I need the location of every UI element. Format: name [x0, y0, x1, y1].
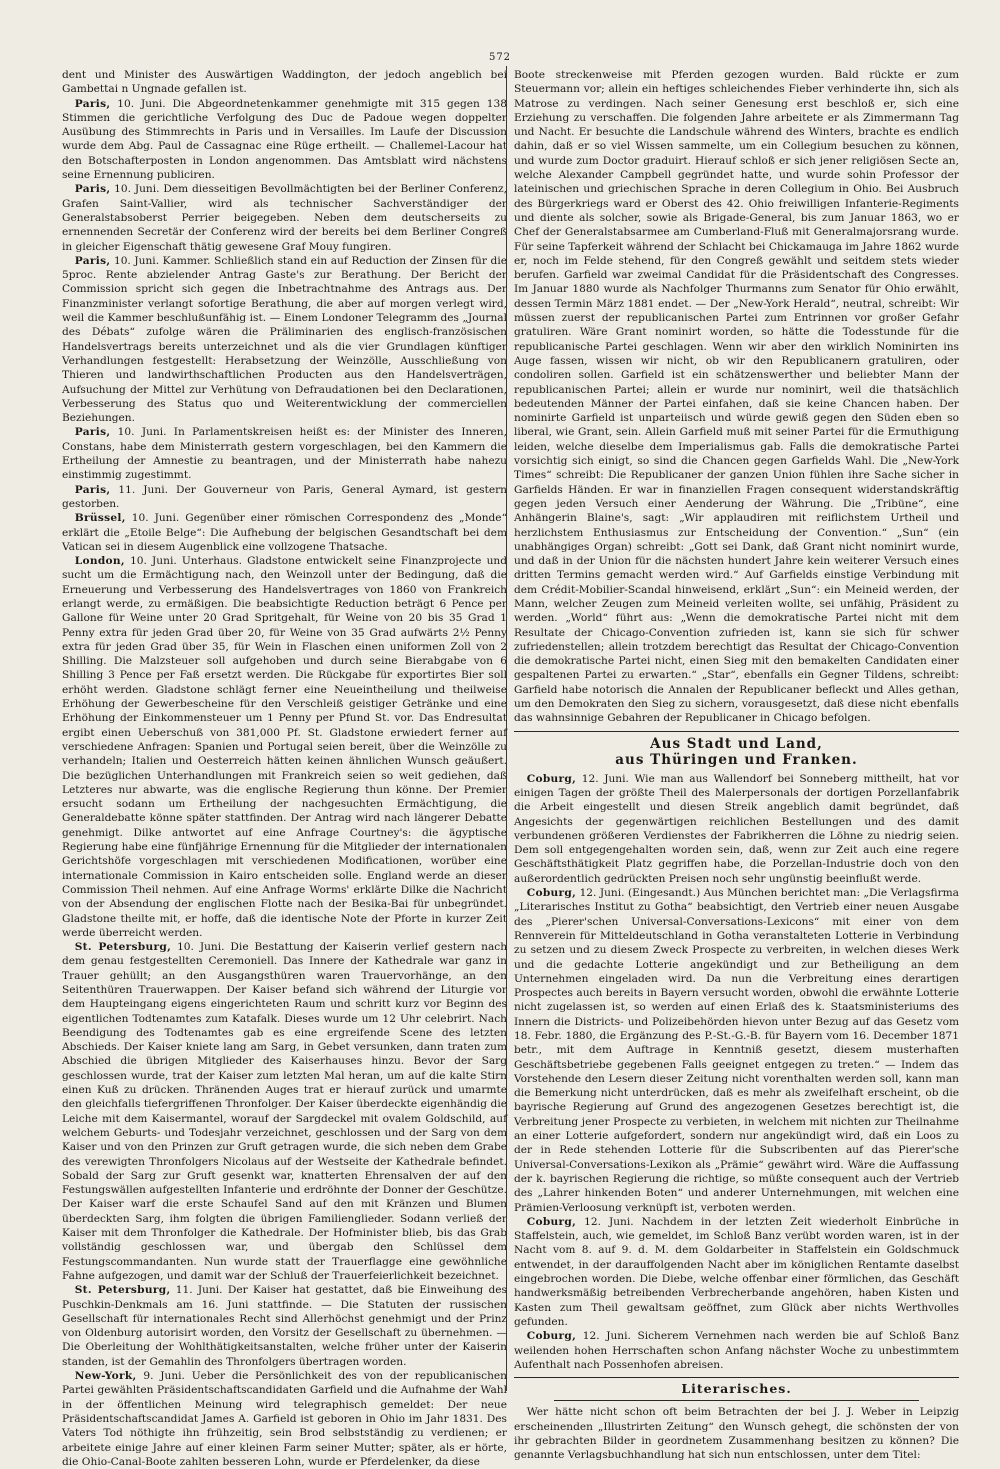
literary-text: Wer hätte nicht schon oft beim Betrachten der bei J. J. Weber in Leipzig erscheinenden „Illustrirten Zeitung“ den Wunsch gehegt, die schönsten der von ihr gebrachten Bilder in geordnetem Zusammenhang besitzen zu können? Die genannte Verlagsbuchhandlung hat sich nun entschlossen, unter dem Titel:: [514, 1406, 959, 1462]
right-column: [514, 68, 959, 1462]
article-dateline: St. Petersburg,: [74, 1284, 171, 1297]
literary-divider: [514, 1377, 959, 1378]
left-column: [62, 68, 508, 1468]
article-text: 10. Juni. Kammer. Schließlich stand ein auf Reduction der Zinsen für die 5proc. Rente abzielender Antrag Gaste's zur Berathung. Der Bericht der Commission spricht sich gegen die Inbetrachtnahme des Antrags aus. Der Finanzminister verlangt sofortige Berathung, die aber auf morgen verlegt wird, weil die Kammer beschlußunfähig ist. — Einem Londoner Telegramm des „Journal des Débats“ zufolge wären die Präliminarien des englisch-französischen Handelsvertrags bereits unterzeichnet und als die vier Grundlagen künftiger Verhandlungen festgestellt: Herabsetzung der Weinzölle, Ausschließung von Thieren und landwirthschaftlichen Producten aus den Handelsverträgen, Aufsuchung der Mittel zur Verhütung von Defraudationen bei den Declarationen, Verbesserung des Status quo und Weiterentwicklung der commerciellen Beziehungen.: [62, 254, 507, 425]
article-dateline: Brüssel,: [74, 512, 126, 525]
article-text: 10. Juni. Dem diesseitigen Bevollmächtigten bei der Berliner Conferenz, Grafen Saint-Vallier, wird als technischer Sachverständiger der Generalstabsoberst Perrier beigegeben. Neben dem deutscherseits zu ernennenden Secretär der Conferenz wird der bereits bei dem Berliner Congreß in gleicher Eigenschaft thätig gewesene Graf Mouy fungiren.: [62, 183, 507, 253]
article: [514, 1215, 959, 1329]
article: [514, 68, 959, 726]
article: [62, 182, 507, 253]
article: [62, 97, 507, 183]
article: [62, 425, 507, 482]
article-text: 9. Juni. Ueber die Persönlichkeit des von der republicanischen Partei gewählten Präsidentschaftscandidaten Garfield und die Aufnahme der Wahl in der öffentlichen Meinung wird telegraphisch gemeldet: Der neue Präsidentschaftscandidat James A. Garfield ist geboren in Ohio im Jahr 1831. Des Vaters Tod nöthigte ihn frühzeitig, sein Brod selbstständig zu verdienen; er arbeitete einige Jahre auf einer kleinen Farm seiner Mutter; später, als er hörte, die Ohio-Canal-Boote zahlten besseren Lohn, wurde er Pferdelenker, da diese: [62, 1370, 507, 1468]
article-dateline: Paris,: [74, 254, 111, 267]
article-dateline: Paris,: [74, 483, 111, 496]
article: [62, 1283, 507, 1369]
literary-title: Literarisches.: [681, 1381, 792, 1397]
section-title: Aus Stadt und Land,: [650, 735, 823, 752]
article-dateline: Paris,: [74, 97, 111, 110]
article: [514, 1329, 959, 1372]
local-news: [514, 772, 959, 1372]
article: [514, 772, 959, 886]
article-dateline: Coburg,: [526, 1215, 577, 1228]
article-text: 12. Juni. (Eingesandt.) Aus München berichtet man: „Die Verlagsfirma „Literarisches Institut zu Gotha“ beabsichtigt, den Vertrieb einer neuen Ausgabe des „Pierer'schen Universal-Conversations-Lexicons“ mit einer von dem Rennverein für Mitteldeutschland in Gotha veranstalteten Lotterie in Verbindung zu setzen und zu diesem Zweck Prospecte zu verbreiten, in welchen dieses Werk und die gedachte Lotterie angekündigt und zur Betheiligung an dem Unternehmen eingeladen wird. Da nun die Verbreitung eines derartigen Prospectes auch bereits in Bayern versucht worden, obwohl die erwähnte Lotterie nicht zugelassen ist, so werden auf einen Erlaß des k. Staatsministeriums des Innern die Districts- und Polizeibehörden hievon unter Bezug auf das Gesetz vom 18. Febr. 1880, die Ergänzung des P.-St.-G.-B. für Bayern vom 16. December 1871 betr., mit dem Auftrage in Kenntniß gesetzt, diesem musterhaften Geschäftsbetriebe gegebenen Falls geeignet entgegen zu treten.“ — Indem das Vorstehende den Lesern dieser Zeitung nicht vorenthalten werden soll, kann man die Bemerkung nicht unterdrücken, daß es mehr als zweifelhaft erscheint, ob die bayrische Regierung auf Grund des angezogenen Gesetzes berechtigt ist, die Verbreitung jener Prospecte zu verbieten, in welchem mit nichten zur Theilnahme an einer Lotterie aufgefordert, sondern nur angekündigt wird, daß ein Loos zu der in Rede stehenden Lotterie für die Subscribenten auf das Pierer'sche Universal-Conversations-Lexikon als „Prämie“ gewährt wird. Wäre die Auffassung der k. bayrischen Regierung die richtige, so müßte consequent auch der Vertrieb des „Lahrer hinkenden Boten“ und anderer Unternehmungen, mit welchen eine Prämien-Verloosung verknüpft ist, verboten werden.: [514, 887, 959, 1214]
article: [514, 886, 959, 1215]
article: [62, 511, 507, 554]
article-dateline: Paris,: [74, 183, 111, 196]
article-text: 12. Juni. Nachdem in der letzten Zeit wiederholt Einbrüche in Staffelstein, auch, wie gemeldet, im Schloß Banz verübt worden waren, ist in der Nacht vom 8. auf 9. d. M. dem Goldarbeiter in Staffelstein ein Goldschmuck entwendet, in der darauffolgenden Nacht aber im königlichen Rentamte daselbst eingebrochen worden. Die Diebe, welche offenbar einer förmlichen, das Geschäft handwerksmäßig betreibenden Verbrecherbande angehören, haben Kisten und Kasten zum Theil gewaltsam geöffnet, zum Glück aber nichts Werthvolles gefunden.: [514, 1215, 959, 1328]
article-dateline: London,: [74, 555, 125, 568]
article-text: 10. Juni. In Parlamentskreisen heißt es: der Minister des Inneren, Constans, habe dem Ministerrath gestern vorgeschlagen, bei den Kammern die Ertheilung der Amnestie zu beantragen, und der Ministerrath habe nahezu einstimmig zugestimmt.: [62, 426, 507, 482]
article-dateline: Paris,: [74, 426, 111, 439]
article-text: Boote streckenweise mit Pferden gezogen wurden. Bald rückte er zum Steuermann vor; allein ein heftiges schleichendes Fieber verhinderte ihn, sich als Matrose zu verdingen. Nach seiner Genesung erst beschloß er, sich eine Erziehung zu verschaffen. Die folgenden Jahre arbeitete er als Zimmermann Tag und Nacht. Er besuchte die Landschule während des Winters, brachte es endlich dahin, daß er so viel Wissen sammelte, um ein Collegium besuchen zu können, und wurde zum Doctor graduirt. Hierauf schloß er sich jener religiösen Secte an, welche Alexander Campbell gegründet hatte, und wurde sohin Professor der lateinischen und griechischen Sprache in deren Collegium in Ohio. Bei Ausbruch des Bürgerkriegs ward er Oberst des 42. Ohio freiwilligen Infanterie-Regiments und diente als solcher, sowie als Brigade-General, bis zum Januar 1863, wo er Chef der Generalstabsarmee am Cumberland-Fluß mit Generalmajorsrang wurde. Für seine Tapferkeit während der Schlacht bei Chickamauga im Jahre 1862 wurde er, noch im Felde stehend, für den Congreß gewählt und seitdem stets wieder berufen. Garfield war zweimal Candidat für die Präsidentschaft des Congresses. Im Januar 1880 wurde als Nachfolger Thurmanns zum Senator für Ohio erwählt, dessen Termin März 1881 endet. — Der „New-York Herald“, neutral, schreibt: Wir müssen zuerst der republicanischen Partei zum Entrinnen vor großer Gefahr gratuliren. Wäre Grant nominirt worden, so hätte die Todesstunde für die republicanische Partei geschlagen. Wenn wir aber den wirklich Nominirten ins Auge fassen, wissen wir nicht, ob wir den Republicanern gratuliren, oder condoliren sollen. Garfield ist ein schätzenswerther und beliebter Mann der republicanischen Partei; allein er wurde nur nominirt, weil die thatsächlich bedeutenden Männer der Partei einfahen, daß sie keine Chancen haben. Der nominirte Garfield ist unparteiisch und würde gewiß gegen den Süden eben so liberal, wie Grant, sein. Allein Garfield muß mit seiner Partei für die Ermuthigung leiden, welche dieselbe dem Imperialismus gab. Falls die demokratische Partei vorsichtig sich einigt, so sind die Chancen gegen Garfields Wahl. Die „New-York Times“ schreibt: Die Republicaner der ganzen Union fühlen ihre Sache sicher in Garfields Händen. Er war in finanziellen Fragen consequent widerstandskräftig gegen jeden Versuch einer Aenderung der Währung. Die „Tribüne“, eine Anhängerin Blaine's, sagt: „Wir applaudiren mit reiflichstem Urtheil und herzlichstem Enthusiasmus zur Entscheidung der Convention.“ „Sun“ (ein unabhängiges Organ) schreibt: „Gott sei Dank, daß Grant nicht nominirt wurde, und daß in der Union für die nächsten hundert Jahre kein weiterer Versuch eines dritten Termins gemacht werden wird.“ Auf Garfields einstige Verbindung mit dem Crédit-Mobilier-Scandal hinweisend, erklärt „Sun“: ein Meineid werden, der Mann, welcher Zeugen zum Meineid verleiten wollte, sei unfähig, Präsident zu werden. „World“ führt aus: „Wenn die demokratische Partei nicht mit dem Resultate der Chicago-Convention zufrieden ist, kann sie sich für schwer zufriedenstellen; allein trotzdem berechtigt das Resultat der Chicago-Convention die demokratische Partei nicht, einen Sieg mit den bemakelten Candidaten einer gespaltenen Partei zu erwarten.“ „Star“, ebenfalls ein Gegner Tildens, schreibt: Garfield habe notorisch die Annalen der Republicaner befleckt und Alles gethan, um den Demokraten den Sieg zu sichern, vorausgesetzt, daß diese nicht ebenfalls das wahnsinnige Gebahren der Republicaner in Chicago befolgen.: [514, 69, 959, 725]
article-text: 12. Juni. Sicherem Vernehmen nach werden bie auf Schloß Banz weilenden hohen Herrschaften schon Anfang nächster Woche zu unbestimmtem Aufenthalt nach Possenhofen abreisen.: [514, 1330, 959, 1371]
article-text: 11. Juni. Der Gouverneur von Paris, General Aymard, ist gestern gestorben.: [62, 483, 507, 510]
article-text: 10. Juni. Die Abgeordnetenkammer genehmigte mit 315 gegen 138 Stimmen die gerichtliche Verfolgung des Duc de Padoue wegen doppelter Ausübung des Stimmrechts in Paris und in Versailles. Im Laufe der Discussion wurde dem Abg. Paul de Cassagnac eine Rüge ertheilt. — Challemel-Lacour hat den Botschafterposten in London angenommen. Das Amtsblatt wird nächstens seine Ernennung publiciren.: [62, 97, 507, 182]
article: [62, 68, 507, 97]
page-number: 572: [488, 52, 512, 63]
article-dateline: St. Petersburg,: [74, 941, 172, 954]
section-subtitle: aus Thüringen und Franken.: [615, 751, 858, 768]
article: [62, 554, 507, 940]
article: [62, 1369, 507, 1469]
section-divider: [514, 731, 959, 732]
right-column-news: [514, 68, 959, 726]
article-dateline: Coburg,: [526, 887, 577, 900]
literary-title-rule: [554, 1400, 919, 1401]
article-text: 10. Juni. Gegenüber einer römischen Correspondenz des „Monde“ erklärt die „Etoile Belge“: Die Aufhebung der belgischen Gesandtschaft bei dem Vatican sei in diesem Augenblick eine vollzogene Thatsache.: [62, 512, 507, 553]
article-text: 11. Juni. Der Kaiser hat gestattet, daß bie Einweihung des Puschkin-Denkmals am 16. Juni stattfinde. — Die Statuten der russischen Gesellschaft für internationales Recht sind Allerhöchst genehmigt und der Prinz von Oldenburg autorisirt worden, den Vorsitz der Gesellschaft zu übernehmen. — Die Oberleitung der Wohlthätigkeitsanstalten, welche früher unter der Kaiserin standen, ist der Gemahlin des Thronfolgers übertragen worden.: [62, 1284, 507, 1368]
article-text: 12. Juni. Wie man aus Wallendorf bei Sonneberg mittheilt, hat vor einigen Tagen der größte Theil des Malerpersonals der dortigen Porzellanfabrik die Arbeit eingestellt und diesen Streik angeblich damit begründet, daß Angesichts der gegenwärtigen reichlichen Bestellungen und des damit verbundenen größeren Verdienstes der Fabrikherren die Löhne zu niedrig seien. Dem soll entgegengehalten worden sein, daß, wenn zur Zeit auch eine regere Geschäftsthätigkeit Platz gegriffen habe, die Porzellan-Industrie doch von den außerordentlich gedrückten Preisen noch sehr ungünstig beeinflußt werde.: [514, 772, 959, 885]
article: [62, 483, 507, 512]
article: [62, 254, 507, 426]
article: [62, 940, 507, 1283]
article-dateline: New-York,: [74, 1370, 137, 1383]
article-dateline: Coburg,: [526, 772, 577, 785]
article-dateline: Coburg,: [526, 1330, 577, 1343]
article-text: dent und Minister des Auswärtigen Waddington, der jedoch angeblich bei Gambettai n Ungnade gefallen ist.: [62, 69, 507, 96]
article-text: 10. Juni. Unterhaus. Gladstone entwickelt seine Finanzprojecte und sucht um die Ermächtigung nach, den Weinzoll unter der Bedingung, daß die Erneuerung und Verbesserung des Handelsvertrages von 1860 von Frankreich erlangt werde, zu ermäßigen. Die beabsichtigte Reduction beträgt 6 Pence per Gallone für Weine unter 20 Grad Spritgehalt, für Weine von 20 bis 35 Grad 1 Penny extra für jeden Grad über 20, für Weine von 35 Grad aufwärts 2½ Penny extra für jeden Grad über 35, für Wein in Flaschen einen uniformen Zoll von 2 Shilling. Die Malzsteuer soll aufgehoben und durch seine Bierabgabe von 6 Shilling 3 Pence per Faß ersetzt werden. Die Rückgabe für exportirtes Bier soll erhöht werden. Gladstone schlägt ferner eine Neueintheilung und theilweise Erhöhung der Gewerbescheine für den Verschleiß geistiger Getränke und eine Erhöhung der Einkommensteuer um 1 Penny per Pfund St. vor. Das Endresultat ergibt einen Ueberschuß von 381,000 Pf. St. Gladstone erwiedert ferner auf verschiedene Anfragen: Spanien und Portugal seien bereit, über die Weinzölle zu verhandeln; Italien und Oesterreich hätten keinen ähnlichen Wunsch geäußert. Die bezüglichen Unterhandlungen mit Frankreich seien so weit gediehen, daß Letzteres nur abwarte, was die englische Regierung thun könne. Der Premier ersucht sodann um Ertheilung der nachgesuchten Ermächtigung, die Generaldebatte könne später stattfinden. Der Antrag wird nach längerer Debatte genehmigt. Dilke antwortet auf eine Anfrage Courtney's: die ägyptische Regierung habe eine fünfjährige Ernennung für die Mitglieder der internationalen Gerichtshöfe vorgeschlagen mit verschiedenen Modificationen, worüber eine internationale Commission in Kairo entscheiden solle. England werde an dieser Commission Theil nehmen. Auf eine Anfrage Worms' erklärte Dilke die Nachricht von der Absendung der englischen Flotte nach der Besika-Bai für unbegründet. Gladstone theilte mit, er hoffe, daß die identische Note der Pforte in kurzer Zeit werde überreicht werden.: [62, 555, 507, 939]
article-text: 10. Juni. Die Bestattung der Kaiserin verlief gestern nach dem genau festgestellten Ceremoniell. Das Innere der Kathedrale war ganz in Trauer gehüllt; an den Ausgangsthüren waren Trauervorhänge, an den Seitenthüren Trauerwappen. Der Kaiser befand sich während der Liturgie vor dem Haupteingang eigens eingerichteten Raum und schritt kurz vor Beginn des eigentlichen Todtenamtes zum Katafalk. Dieses wurde um 12 Uhr celebrirt. Nach Beendigung des Todtenamtes gab es eine ergreifende Scene des letzten Abschieds. Der Kaiser kniete lang am Sarg, in Gebet versunken, dann traten zum Abschied die übrigen Mitglieder des Kaiserhauses hinzu. Bevor der Sarg geschlossen wurde, trat der Kaiser zum letzten Mal heran, um auf die kalte Stirn einen Kuß zu drücken. Thränenden Auges trat er hierauf zurück und umarmte den gleichfalls tiefergriffenen Thronfolger. Der Kaiser überdeckte eigenhändig die Leiche mit dem Kaisermantel, worauf der Sargdeckel mit ovalem Goldschild, auf welchem Geburts- und Todesjahr verzeichnet, geschlossen und der Sarg von dem Kaiser und von den Prinzen zur Gruft getragen wurde, die sich neben dem Grabe des verewigten Thronfolgers Nicolaus auf der Westseite der Kathedrale befindet. Sobald der Sarg zur Gruft gesenkt war, knatterten Ehrensalven der auf den Festungswällen aufgestellten Infanterie und erdröhnte der Donner der Geschütze. Der Kaiser warf die erste Schaufel Sand auf den mit Kränzen und Blumen überdeckten Sarg, ihm folgten die übrigen Familienglieder. Sodann verließ der Kaiser mit dem Thronfolger die Kathedrale. Der Hofminister blieb, bis das Grab vollständig geschlossen war, und übergab den Schlüssel dem Festungscommandanten. Nun wurde statt der Trauerflagge eine gewöhnliche Fahne aufgezogen, und damit war der Schluß der Trauerfeierlichkeit bezeichnet.: [62, 941, 508, 1282]
